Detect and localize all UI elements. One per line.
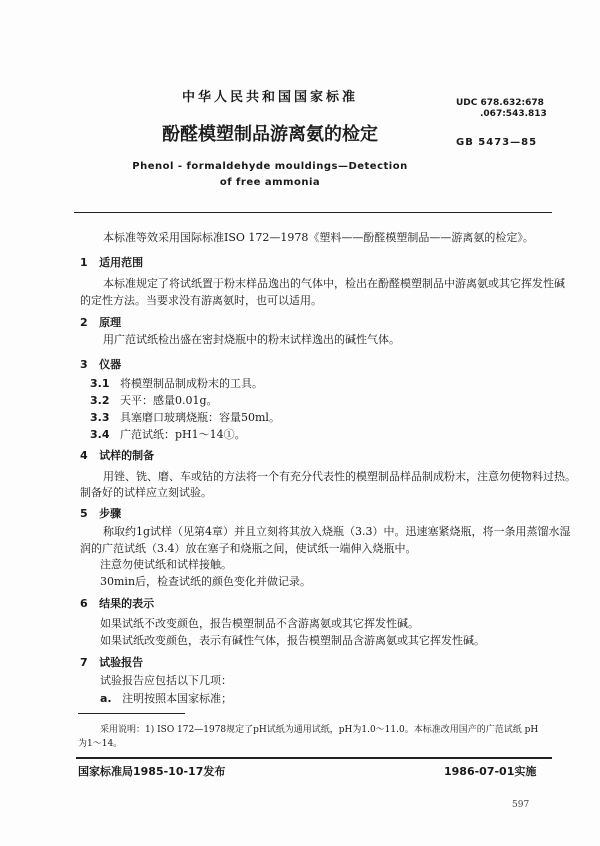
section-3-heading: 3 仪器: [80, 358, 122, 371]
page-title: 酚醛模塑制品游离氨的检定: [162, 124, 378, 145]
footnote-line2: 为1～14。: [78, 739, 123, 749]
section-6-text: 如果试纸改变颜色，表示有碱性气体，报告模塑制品含游离氨或其它挥发性碱。: [100, 634, 485, 647]
udc-line1: UDC 678.632:678: [456, 98, 544, 108]
divider: [74, 212, 552, 213]
section-5-heading: 5 步骤: [80, 507, 122, 520]
section-7-heading: 7 试验报告: [80, 656, 144, 669]
section-4-text: 用锉、铣、磨、车或钻的方法将一个有充分代表性的模塑制品样品制成粉末，注意勿使物料过热。: [103, 470, 576, 483]
effective-date: 1986-07-01实施: [444, 765, 537, 778]
section-5-text: 30min后，检查试纸的颜色变化并做记录。: [100, 575, 312, 588]
intro: 本标准等效采用国际标准ISO 172—1978《塑料——酚醛模塑制品——游离氨的检定》。: [103, 231, 534, 244]
section-6-heading: 6 结果的表示: [80, 597, 155, 610]
section-5-text: 注意勿使试纸和试样接触。: [100, 558, 232, 571]
title-en-1: Phenol - formaldehyde mouldings—Detection: [132, 161, 408, 172]
item-7-a: a. 注明按照本国家标准；: [100, 692, 233, 705]
footnote-line1: 采用说明：1) ISO 172—1978规定了pH试纸为通用试纸，pH为1.0～11.0。本标准改用国产的广范试纸 pH: [100, 725, 539, 735]
footer-divider: [76, 757, 552, 759]
item-3-4: 3.4 广范试纸：pH1～14①。: [90, 428, 246, 441]
section-1-text: 本标准规定了将试纸置于粉末样品逸出的气体中，检出在酚醛模塑制品中游离氨或其它挥发性碱: [103, 277, 565, 290]
section-7-text: 试验报告应包括以下几项：: [100, 674, 232, 687]
page-number: 597: [512, 800, 530, 810]
country-standard: 中华人民共和国国家标准: [181, 90, 358, 105]
section-6-text: 如果试纸不改变颜色，报告模塑制品不含游离氨或其它挥发性碱。: [100, 617, 419, 630]
section-4-text: 制备好的试样应立刻试验。: [80, 486, 212, 499]
udc-line2: .067:543.813: [480, 109, 547, 119]
section-5-text: 称取约1g试样（见第4章）并且立刻将其放入烧瓶（3.3）中。迅速塞紧烧瓶，将一条用蒸馏水湿: [103, 525, 571, 538]
issued-date: 国家标准局1985-10-17发布: [78, 765, 226, 778]
section-4-heading: 4 试样的制备: [80, 449, 155, 462]
item-3-1: 3.1 将模塑制品制成粉末的工具。: [90, 377, 263, 390]
gb-number: GB 5473—85: [456, 137, 538, 148]
section-5-text: 润的广范试纸（3.4）放在塞子和烧瓶之间，使试纸一端伸入烧瓶中。: [80, 542, 417, 555]
section-2-text: 用广范试纸检出盛在密封烧瓶中的粉末试样逸出的碱性气体。: [103, 333, 400, 346]
item-3-3: 3.3 具塞磨口玻璃烧瓶：容量50ml。: [90, 411, 280, 424]
footnote-divider: [78, 713, 185, 714]
item-3-2: 3.2 天平：感量0.01g。: [90, 394, 218, 407]
section-2-heading: 2 原理: [80, 316, 122, 329]
section-1-heading: 1 适用范围: [80, 256, 144, 269]
section-1-text: 的定性方法。当要求没有游离氨时，也可以适用。: [80, 294, 322, 307]
title-en-2: of free ammonia: [219, 177, 321, 188]
